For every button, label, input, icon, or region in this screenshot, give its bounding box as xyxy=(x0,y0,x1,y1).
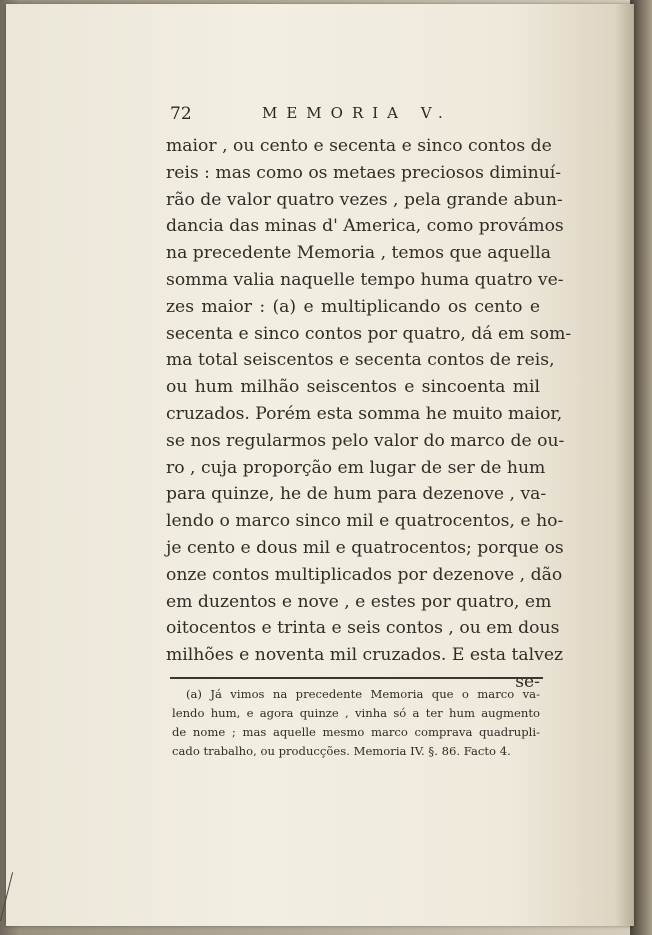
text-line: maior , ou cento e secenta e sinco contos de xyxy=(166,136,552,156)
text-line: lendo o marco sinco mil e quatrocentos, e ho- xyxy=(166,511,564,532)
text-line: se nos regularmos pelo valor do marco de ou- xyxy=(166,430,565,451)
text-line: ou hum milhão seiscentos e sincoenta mil xyxy=(166,377,540,398)
text-line: cruzados. Porém esta somma he muito maior, xyxy=(166,403,563,424)
text-line: para quinze, he de hum para dezenove , va- xyxy=(166,484,547,505)
text-line: zes maior : (a) e multiplicando os cento e xyxy=(166,296,540,317)
footnote-line: lendo hum, e agora quinze , vinha só a ter hum augmento xyxy=(172,706,540,720)
footnote-line: (a) Já vimos na precedente Memoria que o marco va- xyxy=(186,687,540,701)
text-line: na precedente Memoria , temos que aquella xyxy=(166,243,551,264)
catchword: se- xyxy=(515,671,540,692)
text-line: secenta e sinco contos por quatro, dá em som- xyxy=(166,323,572,344)
text-line: milhões e noventa mil cruzados. E esta talvez xyxy=(166,645,564,666)
footnote-line: de nome ; mas aquelle mesmo marco comprava quadrupli- xyxy=(172,725,540,739)
text-line: dancia das minas d' America, como provámos xyxy=(166,216,564,237)
text-line: somma valia naquelle tempo huma quatro ve- xyxy=(166,269,564,290)
text-line: onze contos multiplicados por dezenove , dão xyxy=(166,564,563,585)
footnote xyxy=(172,685,540,761)
body-text xyxy=(166,133,572,696)
footnote-line: cado trabalho, ou producções. Memoria IV. §. 86. Facto 4. xyxy=(172,744,511,758)
text-line: reis : mas como os metaes preciosos diminuí- xyxy=(166,162,562,183)
running-title: MEMORIA V. xyxy=(262,104,452,122)
text-line: rão de valor quatro vezes , pela grande abun- xyxy=(166,189,563,210)
text-line: oitocentos e trinta e seis contos , ou em dous xyxy=(166,618,560,639)
text-line: ro , cuja proporção em lugar de ser de hum xyxy=(166,457,546,478)
text-line: ma total seiscentos e secenta contos de reis, xyxy=(166,350,555,371)
text-line: je cento e dous mil e quatrocentos; porque os xyxy=(166,537,564,558)
footnote-rule xyxy=(170,677,543,679)
page-number: 72 xyxy=(170,104,192,124)
text-line: em duzentos e nove , e estes por quatro, em xyxy=(166,591,552,612)
